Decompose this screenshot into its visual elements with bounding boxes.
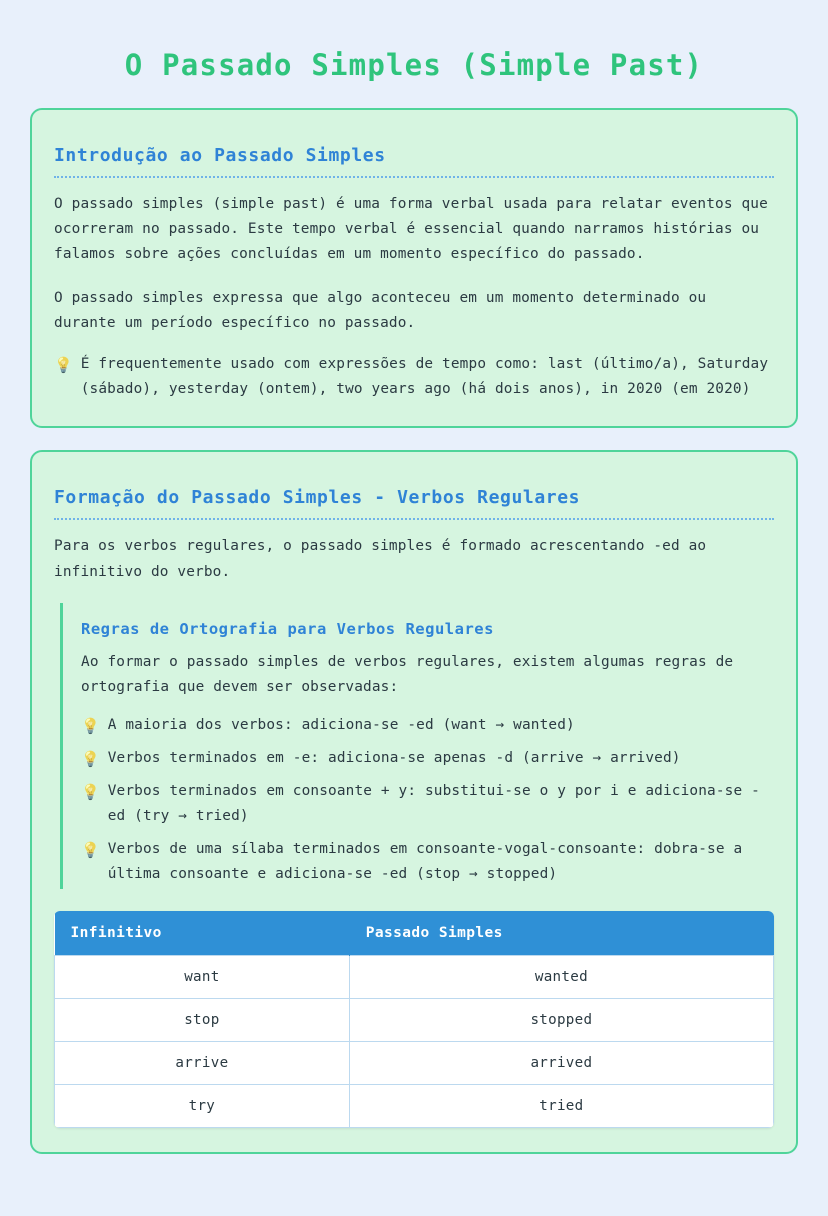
lightbulb-icon: 💡: [54, 355, 73, 374]
table-header: [55, 911, 774, 956]
table-header-row: [55, 911, 774, 956]
table-row: [55, 1041, 774, 1084]
list-item: [81, 779, 774, 829]
section-title: Formação do Passado Simples - Verbos Regulares: [54, 487, 774, 520]
table-cell-infinitivo: want: [55, 955, 350, 998]
rule-text: A maioria dos verbos: adiciona-se -ed (want → wanted): [107, 716, 575, 733]
table-cell-passado: tried: [349, 1084, 773, 1127]
section-formacao: [30, 450, 798, 1154]
column-header-passado-simples: Passado Simples: [349, 911, 773, 956]
paragraph: Para os verbos regulares, o passado simples é formado acrescentando -ed ao infinitivo do verbo.: [54, 538, 707, 580]
column-header-infinitivo: Infinitivo: [55, 911, 350, 956]
lightbulb-icon: 💡: [81, 749, 100, 768]
table-row: [55, 955, 774, 998]
table-cell-infinitivo: stop: [55, 998, 350, 1041]
subsection-regras-ortografia: [60, 603, 774, 889]
paragraph: O passado simples (simple past) é uma forma verbal usada para relatar eventos que ocorreram no passado. Este tempo verbal é essencial quando narramos histórias ou falamos sobre ações concluídas em um momento específico do passado.: [54, 195, 768, 263]
lightbulb-icon: 💡: [81, 716, 100, 735]
list-item: [81, 837, 774, 887]
list-item: [81, 713, 774, 739]
table-cell-passado: wanted: [349, 955, 773, 998]
lightbulb-icon: 💡: [81, 840, 100, 859]
page-title: O Passado Simples (Simple Past): [124, 48, 704, 82]
list-item: [81, 746, 774, 772]
table-row: [55, 998, 774, 1041]
lightbulb-icon: 💡: [81, 783, 100, 802]
rule-text: Verbos terminados em -e: adiciona-se apenas -d (arrive → arrived): [107, 749, 681, 766]
table-cell-infinitivo: try: [55, 1084, 350, 1127]
verb-table: [54, 911, 774, 1128]
subsection-title: Regras de Ortografia para Verbos Regulares: [81, 620, 494, 639]
tip-text: É frequentemente usado com expressões de tempo como: last (último/a), Saturday (sábado), yesterday (ontem), two years ago (há dois anos), in 2020 (em 2020): [80, 355, 769, 398]
section-introducao: [30, 108, 798, 428]
subsection-intro: Ao formar o passado simples de verbos regulares, existem algumas regras de ortografia que devem ser observadas:: [81, 654, 734, 696]
paragraph: O passado simples expressa que algo aconteceu em um momento determinado ou durante um período específico no passado.: [54, 289, 707, 331]
rule-text: Verbos terminados em consoante + y: substitui-se o y por i e adiciona-se -ed (try → tried): [107, 783, 760, 825]
rule-text: Verbos de uma sílaba terminados em consoante-vogal-consoante: dobra-se a última consoante e adiciona-se -ed (stop → stopped): [107, 840, 743, 882]
table-cell-passado: stopped: [349, 998, 773, 1041]
section-title: Introdução ao Passado Simples: [54, 145, 774, 178]
spelling-rules-list: [81, 713, 774, 887]
table-body: [55, 955, 774, 1127]
table-row: [55, 1084, 774, 1127]
table-cell-infinitivo: arrive: [55, 1041, 350, 1084]
table-cell-passado: arrived: [349, 1041, 773, 1084]
tip-callout: [54, 352, 774, 402]
